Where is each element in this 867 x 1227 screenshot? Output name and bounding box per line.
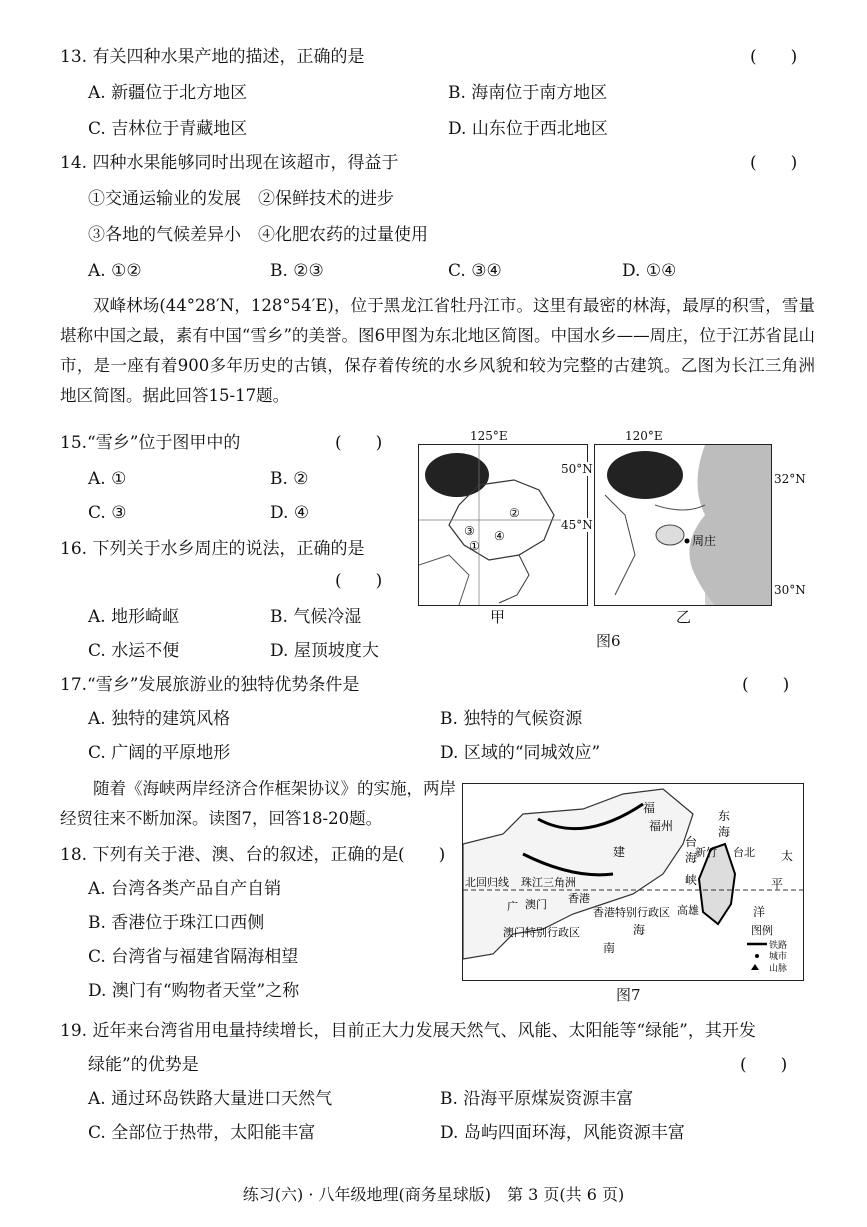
fig6-lat-b1: 32°N — [774, 472, 806, 486]
fig7-fuzhou: 福州 — [649, 819, 674, 833]
fig6-yi-inset — [607, 451, 683, 499]
q18-stem: 18. 下列有关于港、澳、台的叙述，正确的是 — [60, 845, 399, 865]
fig7-fujian-1: 福 — [643, 801, 656, 815]
q19-option-a: A. 通过环岛铁路大量进口天然气 — [88, 1089, 333, 1109]
q17-option-d: D. 区域的“同城效应” — [440, 743, 601, 763]
q18-option-b: B. 香港位于珠江口西侧 — [88, 913, 265, 933]
q17-option-c: C. 广阔的平原地形 — [88, 743, 231, 763]
fig7-taibei: 台北 — [733, 846, 755, 859]
q13-option-a: A. 新疆位于北方地区 — [88, 83, 248, 103]
fig6-yi-river — [605, 495, 635, 595]
fig6-yi-yangtze — [655, 505, 705, 510]
q16-option-a: A. 地形崎岖 — [88, 607, 180, 627]
fig6-yi-zhouzhuang: 周庄 — [692, 534, 717, 548]
q14-option-d: D. ①④ — [622, 261, 677, 281]
fig6-jia-coast — [499, 555, 529, 603]
fig7-haixia-1: 海 — [685, 851, 698, 865]
fig6-lon-a: 125°E — [470, 429, 508, 443]
fig7-xinzhu: 新竹 — [695, 846, 717, 859]
fig6-jia-border — [419, 555, 469, 605]
fig7-legend-mountain-symbol — [751, 964, 759, 970]
q17-answer-paren: ( ) — [742, 675, 790, 695]
q13-option-b: B. 海南位于南方地区 — [448, 83, 608, 103]
q16-answer-paren: ( ) — [335, 571, 383, 591]
fig7-nanhai-1: 海 — [633, 923, 646, 937]
fig6-label-yi: 乙 — [676, 608, 692, 626]
q15-option-a: A. ① — [88, 469, 127, 489]
q19-option-c: C. 全部位于热带，太阳能丰富 — [88, 1123, 316, 1143]
q18-option-c: C. 台湾省与福建省隔海相望 — [88, 947, 299, 967]
q14-option-c: C. ③④ — [448, 261, 502, 281]
fig6-mark-2: ② — [509, 506, 520, 520]
q19-option-b: B. 沿海平原煤炭资源丰富 — [440, 1089, 634, 1109]
fig7-legend-city-symbol — [755, 954, 759, 958]
passage-snow-town: 双峰林场(44°28′N，128°54′E)，位于黑龙江省牡丹江市。这里有最密的林海，最厚的积雪，雪量堪称中国之最，素有中国“雪乡”的美誉。图6甲图为东北地区简图。中国水乡——周庄，位于江苏省昆山市，是一座有着900多年历史的古镇，保存着传统的水乡风貌和较为完整的古建筑。乙图为长江三角洲地区简图。据此回答15-17题。 — [60, 296, 815, 405]
fig6-label-jia: 甲 — [490, 608, 506, 626]
q18-option-a: A. 台湾各类产品自产自销 — [88, 879, 282, 899]
q13-stem: 13. 有关四种水果产地的描述，正确的是 — [60, 47, 365, 67]
q19-stem-2: 绿能”的优势是 — [88, 1055, 199, 1075]
fig6-jia-inset — [425, 453, 489, 497]
fig6-lat-a1: 50°N — [561, 462, 593, 476]
q17-stem: 17.“雪乡”发展旅游业的独特优势条件是 — [60, 675, 360, 695]
q17-option-b: B. 独特的气候资源 — [440, 709, 583, 729]
fig7-dong: 东 — [718, 809, 731, 823]
q15-stem: 15.“雪乡”位于图甲中的 — [60, 433, 241, 453]
q18-option-d: D. 澳门有“购物者天堂”之称 — [88, 981, 300, 1001]
fig7-macau-sar: 澳门特别行政区 — [503, 926, 580, 939]
fig7-hk-sar: 香港特别行政区 — [593, 906, 670, 919]
fig7-tai: 台 — [685, 835, 698, 849]
fig7-drawing — [463, 784, 803, 980]
q19-stem: 19. 近年来台湾省用电量持续增长，目前正大力发展天然气、风能、太阳能等“绿能”，其开发 — [60, 1021, 756, 1041]
q16-option-b: B. 气候冷湿 — [270, 607, 362, 627]
fig7-xia: 峡 — [685, 873, 698, 887]
q14-statements-2: ③各地的气候差异小 ④化肥农药的过量使用 — [88, 225, 428, 245]
fig7-legend-city: 城市 — [769, 952, 788, 962]
fig6-lat-a2: 45°N — [561, 518, 593, 532]
fig6-lat-b2: 30°N — [774, 583, 806, 597]
fig7-xianggang: 香港 — [568, 892, 590, 905]
q16-stem: 16. 下列关于水乡周庄的说法，正确的是 — [60, 539, 365, 559]
q17-option-a: A. 独特的建筑风格 — [88, 709, 231, 729]
q19-option-d: D. 岛屿四面环海，风能资源丰富 — [440, 1123, 685, 1143]
q14-statements-1: ①交通运输业的发展 ②保鲜技术的进步 — [88, 189, 394, 209]
fig7-nanhai-2: 南 — [603, 941, 616, 955]
fig7-legend-mountain: 山脉 — [769, 964, 788, 974]
fig7-jian: 建 — [613, 845, 626, 859]
fig7-pacific-2: 平 — [771, 877, 784, 891]
q14-answer-paren: ( ) — [750, 153, 798, 173]
q14-option-a: A. ①② — [88, 261, 142, 281]
q15-option-c: C. ③ — [88, 503, 127, 523]
fig7-tropic-label: 北回归线 — [465, 876, 509, 889]
q13-answer-paren: ( ) — [750, 47, 798, 67]
fig6-mark-1: ① — [469, 539, 480, 553]
page-footer: 练习(六) · 八年级地理(商务星球版) 第 3 页(共 6 页) — [242, 1185, 625, 1204]
fig6-map-yi — [594, 444, 772, 606]
passage-cross-strait: 随着《海峡两岸经济合作框架协议》的实施，两岸经贸往来不断加深。读图7，回答18-20题。 — [60, 779, 456, 828]
fig6-caption: 图6 — [596, 632, 621, 650]
q16-option-c: C. 水运不便 — [88, 641, 180, 661]
fig6-mark-4: ④ — [494, 529, 505, 543]
q13-option-c: C. 吉林位于青藏地区 — [88, 119, 248, 139]
fig7-legend-title: 图例 — [751, 924, 773, 937]
fig7-pacific-3: 洋 — [753, 905, 766, 919]
q14-stem: 14. 四种水果能够同时出现在该超市，得益于 — [60, 153, 399, 173]
q15-answer-paren: ( ) — [335, 433, 383, 453]
fig6-lon-b: 120°E — [625, 429, 663, 443]
fig7-hai: 海 — [718, 825, 731, 839]
q15-option-d: D. ④ — [270, 503, 310, 523]
q14-option-b: B. ②③ — [270, 261, 324, 281]
fig7-map — [462, 783, 804, 981]
fig7-legend-railway: 铁路 — [769, 941, 788, 951]
fig6-yi-lake — [656, 525, 684, 545]
q18-answer-paren: ( ) — [398, 845, 446, 865]
fig6-yi-zhouzhuang-dot — [685, 539, 690, 544]
fig7-prd: 珠江三角洲 — [521, 876, 576, 889]
q15-option-b: B. ② — [270, 469, 309, 489]
q13-option-d: D. 山东位于西北地区 — [448, 119, 608, 139]
fig6-yi-coast — [689, 445, 771, 605]
fig7-gaoxiong: 高雄 — [677, 904, 699, 917]
fig6-mark-3: ③ — [464, 524, 475, 538]
fig7-aomen: 澳门 — [525, 898, 547, 911]
q16-option-d: D. 屋顶坡度大 — [270, 641, 379, 661]
fig7-pacific-1: 太 — [781, 849, 794, 863]
fig6-yi-drawing — [595, 445, 771, 605]
fig7-caption: 图7 — [616, 986, 641, 1004]
q19-answer-paren: ( ) — [740, 1055, 788, 1075]
fig7-guang: 广 — [507, 900, 518, 913]
